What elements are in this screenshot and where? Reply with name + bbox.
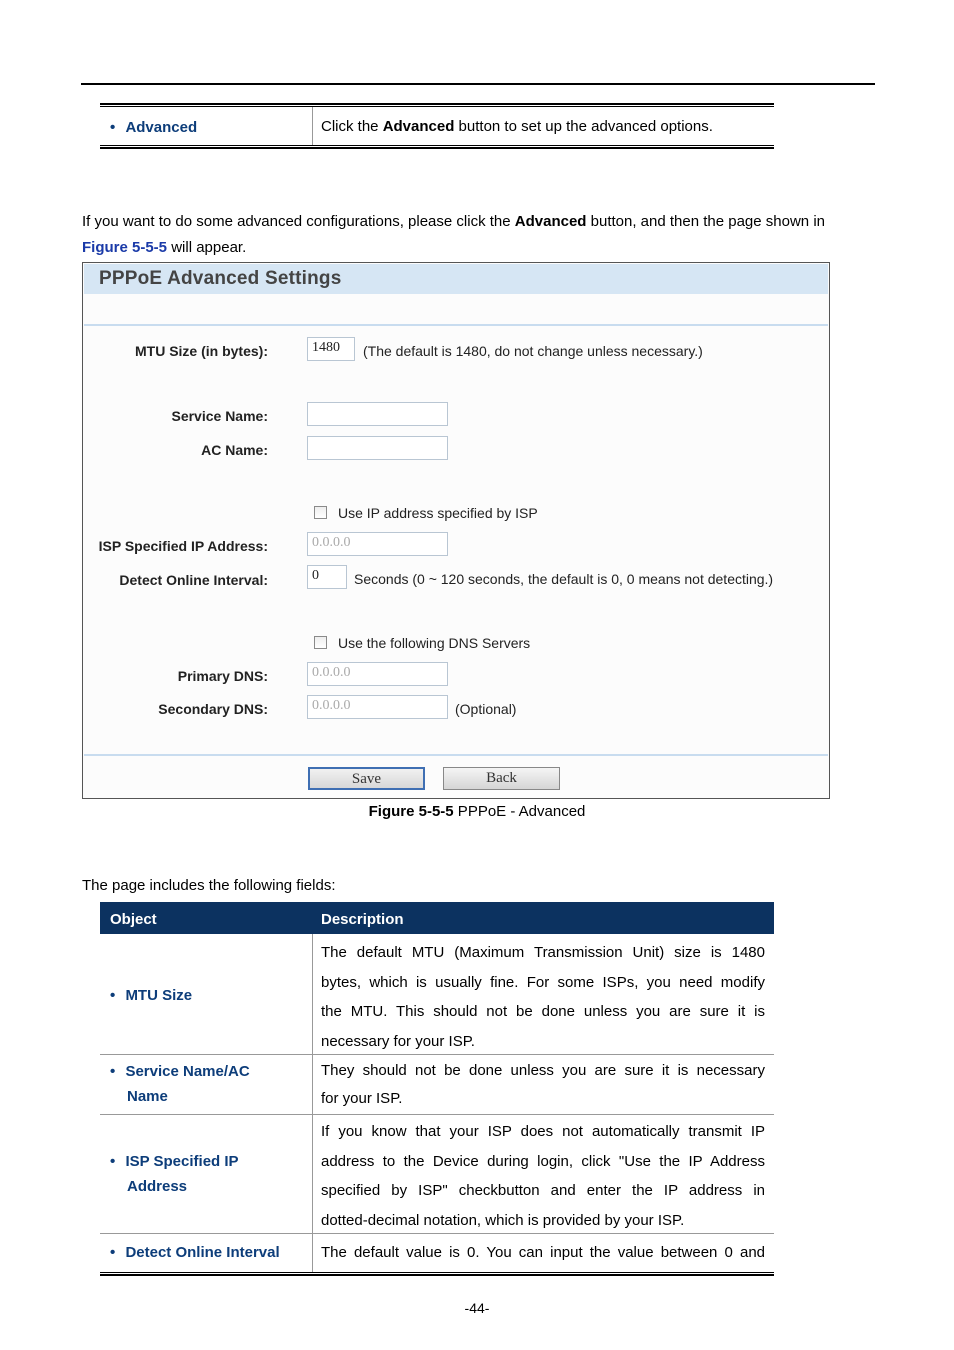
header-object: Object: [110, 911, 157, 928]
table-header: [100, 902, 774, 934]
row-divider: [100, 1233, 774, 1234]
detect-interval-input[interactable]: 0: [307, 565, 347, 589]
mtu-input[interactable]: 1480: [307, 337, 355, 361]
settings-title: PPPoE Advanced Settings: [99, 268, 342, 289]
detect-interval-note: Seconds (0 ~ 120 seconds, the default is 0, 0 means not detecting.): [354, 571, 774, 587]
table-row-description: [321, 938, 765, 1056]
table-row-object: [110, 1240, 280, 1265]
use-dns-label: Use the following DNS Servers: [338, 635, 531, 651]
object-name: Service Name/AC: [125, 1063, 250, 1080]
table-col-divider: [312, 107, 313, 145]
object-name: Name: [127, 1088, 168, 1105]
intro-paragraph: [82, 209, 882, 261]
save-button[interactable]: Save: [308, 767, 425, 790]
description-line: for your ISP.: [321, 1090, 403, 1107]
secondary-dns-label: Secondary DNS:: [158, 701, 268, 717]
ac-name-input[interactable]: [307, 436, 448, 460]
table-col-divider: [312, 934, 313, 1272]
caption-label: Figure 5-5-5: [368, 803, 454, 820]
intro-line: [82, 209, 882, 235]
secondary-dns-input[interactable]: 0.0.0.0: [307, 695, 448, 719]
header-separator: [84, 324, 828, 326]
table-row-description: [321, 1240, 765, 1265]
object-name: MTU Size: [125, 987, 193, 1004]
intro-text: If you want to do some advanced configurations, please click the: [82, 213, 515, 230]
description-bold: Advanced: [382, 118, 455, 135]
use-dns-checkbox[interactable]: [314, 636, 327, 649]
figure-link[interactable]: Figure 5-5-5: [82, 239, 168, 256]
advanced-table: [100, 103, 774, 149]
use-ip-label: Use IP address specified by ISP: [338, 505, 538, 521]
bullet-icon: •: [110, 1244, 116, 1261]
description-text: Click the: [321, 118, 383, 135]
isp-ip-input[interactable]: 0.0.0.0: [307, 532, 448, 556]
caption-text: PPPoE - Advanced: [453, 803, 586, 820]
row-divider: [100, 1114, 774, 1115]
description-line: The default value is 0. You can input the value between 0 and: [321, 1244, 765, 1261]
service-name-input[interactable]: [307, 402, 448, 426]
object-name: ISP Specified IP: [125, 1153, 239, 1170]
back-button[interactable]: Back: [443, 767, 560, 790]
intro-line: [82, 235, 882, 261]
optional-note: (Optional): [455, 701, 517, 717]
service-name-label: Service Name:: [171, 408, 268, 424]
detect-interval-label: Detect Online Interval:: [119, 572, 268, 588]
table-row-object: [110, 1059, 250, 1109]
object-name: Advanced: [125, 119, 198, 136]
description-line: address to the Device during login, click "Use the IP Address: [321, 1152, 765, 1170]
footer-separator: [84, 754, 828, 756]
primary-dns-input[interactable]: 0.0.0.0: [307, 662, 448, 686]
description-line: bytes, which is usually fine. For some ISPs, you need modify: [321, 973, 765, 991]
isp-ip-label: ISP Specified IP Address:: [98, 538, 268, 554]
bullet-icon: •: [110, 1063, 116, 1080]
bullet-icon: •: [110, 119, 116, 136]
description-line: specified by ISP" checkbutton and enter the IP address in: [321, 1182, 765, 1199]
bullet-icon: •: [110, 1153, 116, 1170]
pppoe-advanced-screenshot: [82, 262, 830, 799]
table-bottom-rule: [100, 1272, 774, 1276]
table-row-object: [110, 983, 192, 1008]
description-line: necessary for your ISP.: [321, 1032, 475, 1050]
object-name: Address: [127, 1178, 188, 1195]
mtu-note: (The default is 1480, do not change unless necessary.): [363, 343, 703, 359]
figure-caption: [0, 803, 954, 820]
mtu-label: MTU Size (in bytes):: [134, 343, 268, 359]
row-divider: [100, 1054, 774, 1055]
bullet-icon: •: [110, 987, 116, 1004]
description-line: The default MTU (Maximum Transmission Unit) size is 1480: [321, 944, 765, 961]
list-item: [110, 115, 197, 140]
table-row-description: [321, 1117, 765, 1235]
table-row-description: [321, 1057, 765, 1113]
table-bottom-rule: [100, 145, 774, 149]
use-ip-checkbox[interactable]: [314, 506, 327, 519]
fields-intro: The page includes the following fields:: [82, 877, 336, 894]
settings-header: [84, 264, 828, 294]
object-description: [321, 114, 713, 139]
primary-dns-label: Primary DNS:: [177, 668, 268, 684]
table-row-object: [110, 1149, 239, 1199]
page-number: -44-: [464, 1300, 490, 1316]
header-rule: [81, 83, 875, 85]
table-top-rule: [100, 103, 774, 107]
description-text: button to set up the advanced options.: [454, 118, 713, 135]
fields-table: [100, 902, 774, 1278]
description-line: They should not be done unless you are sure it is necessary: [321, 1062, 765, 1079]
intro-bold: Advanced: [514, 213, 587, 230]
intro-text: will appear.: [167, 239, 247, 256]
ac-name-label: AC Name:: [201, 442, 268, 458]
description-line: dotted-decimal notation, which is provided by your ISP.: [321, 1211, 685, 1229]
intro-text: button, and then the page shown in: [586, 213, 825, 230]
description-line: the MTU. This should not be done unless you are sure it is: [321, 1003, 765, 1020]
header-description: Description: [321, 911, 404, 928]
description-line: If you know that your ISP does not automatically transmit IP: [321, 1123, 765, 1140]
object-name: Detect Online Interval: [125, 1244, 280, 1261]
